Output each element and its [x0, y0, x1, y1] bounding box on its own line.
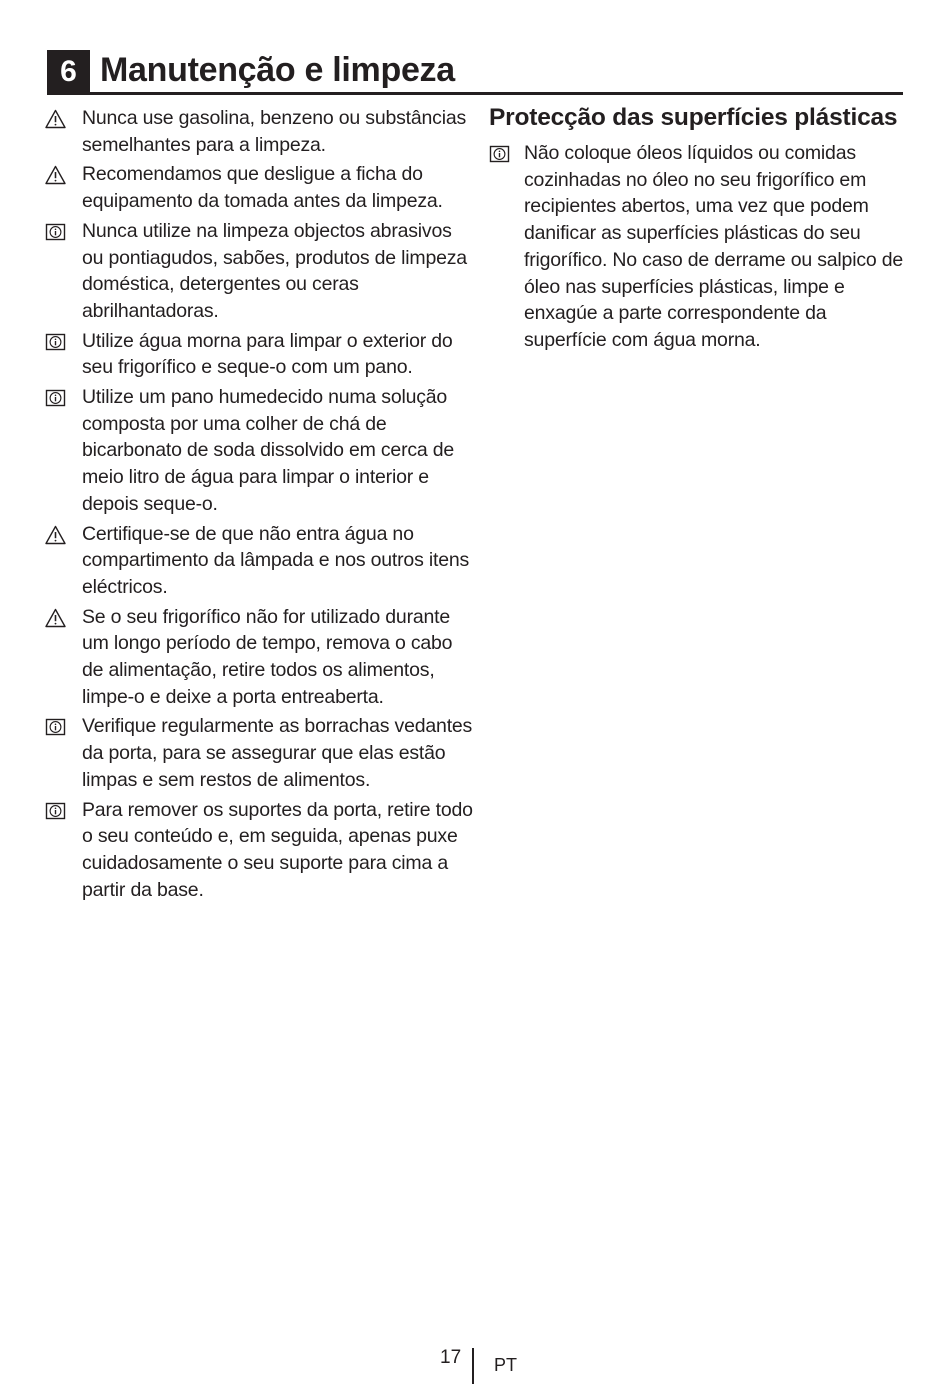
item-text: Recomendamos que desligue a ficha do equipamento da tomada antes da limpeza. [82, 163, 443, 213]
list-item [489, 140, 909, 354]
item-text: Nunca utilize na limpeza objectos abrasivos ou pontiagudos, sabões, produtos de limpeza doméstica, detergentes ou ceras abrilhantadoras. [82, 219, 467, 322]
warning-icon [45, 525, 66, 545]
language-code: PT [494, 1355, 518, 1375]
item-text: Não coloque óleos líquidos ou comidas cozinhadas no óleo no seu frigorífico em recipientes abertos, uma vez que podem danificar as superfícies plásticas do seu frigorífico. No caso de derrame ou salpico de óleo nas superfícies plásticas, limpe e enxagúe a parte correspondente da superfície com água morna. [524, 142, 904, 351]
list-item [45, 328, 475, 381]
warning-icon [45, 608, 66, 628]
list-item [45, 218, 475, 325]
item-text: Se o seu frigorífico não for utilizado durante um longo período de tempo, remova o cabo de alimentação, retire todos os alimentos, limpe-o e deixe a porta entreaberta. [82, 605, 453, 708]
info-icon [45, 717, 66, 737]
chapter-number: 6 [47, 50, 90, 93]
item-text: Certifique-se de que não entra água no compartimento da lâmpada e nos outros itens eléctricos. [82, 522, 470, 598]
chapter-header [47, 48, 903, 95]
list-item [45, 161, 475, 214]
warning-icon [45, 109, 66, 129]
left-column [45, 105, 475, 906]
list-item [45, 384, 475, 518]
list-item [45, 604, 475, 711]
item-text: Verifique regularmente as borrachas vedantes da porta, para se assegurar que elas estão limpas e sem restos de alimentos. [82, 715, 473, 791]
item-text: Utilize água morna para limpar o exterior do seu frigorífico e seque-o com um pano. [82, 329, 453, 379]
footer-divider [472, 1348, 474, 1384]
item-text: Para remover os suportes da porta, retire todo o seu conteúdo e, em seguida, apenas puxe cuidadosamente o seu suporte para cima a partir da base. [82, 798, 473, 901]
item-text: Utilize um pano humedecido numa solução composta por uma colher de chá de bicarbonato de soda dissolvido em cerca de meio litro de água para limpar o interior e depois seque-o. [82, 386, 455, 515]
list-item [45, 105, 475, 158]
list-item [45, 521, 475, 601]
info-icon [45, 222, 66, 242]
info-icon [45, 801, 66, 821]
item-text: Nunca use gasolina, benzeno ou substâncias semelhantes para a limpeza. [82, 107, 467, 156]
page-title: Manutenção e limpeza [100, 51, 455, 89]
right-column [489, 104, 909, 357]
section-title: Protecção das superfícies plásticas [489, 104, 898, 131]
info-icon [45, 332, 66, 352]
page-number: 17 [440, 1347, 462, 1368]
info-icon [45, 388, 66, 408]
list-item [45, 797, 475, 904]
info-icon [489, 144, 510, 164]
list-item [45, 713, 475, 793]
warning-icon [45, 165, 66, 185]
